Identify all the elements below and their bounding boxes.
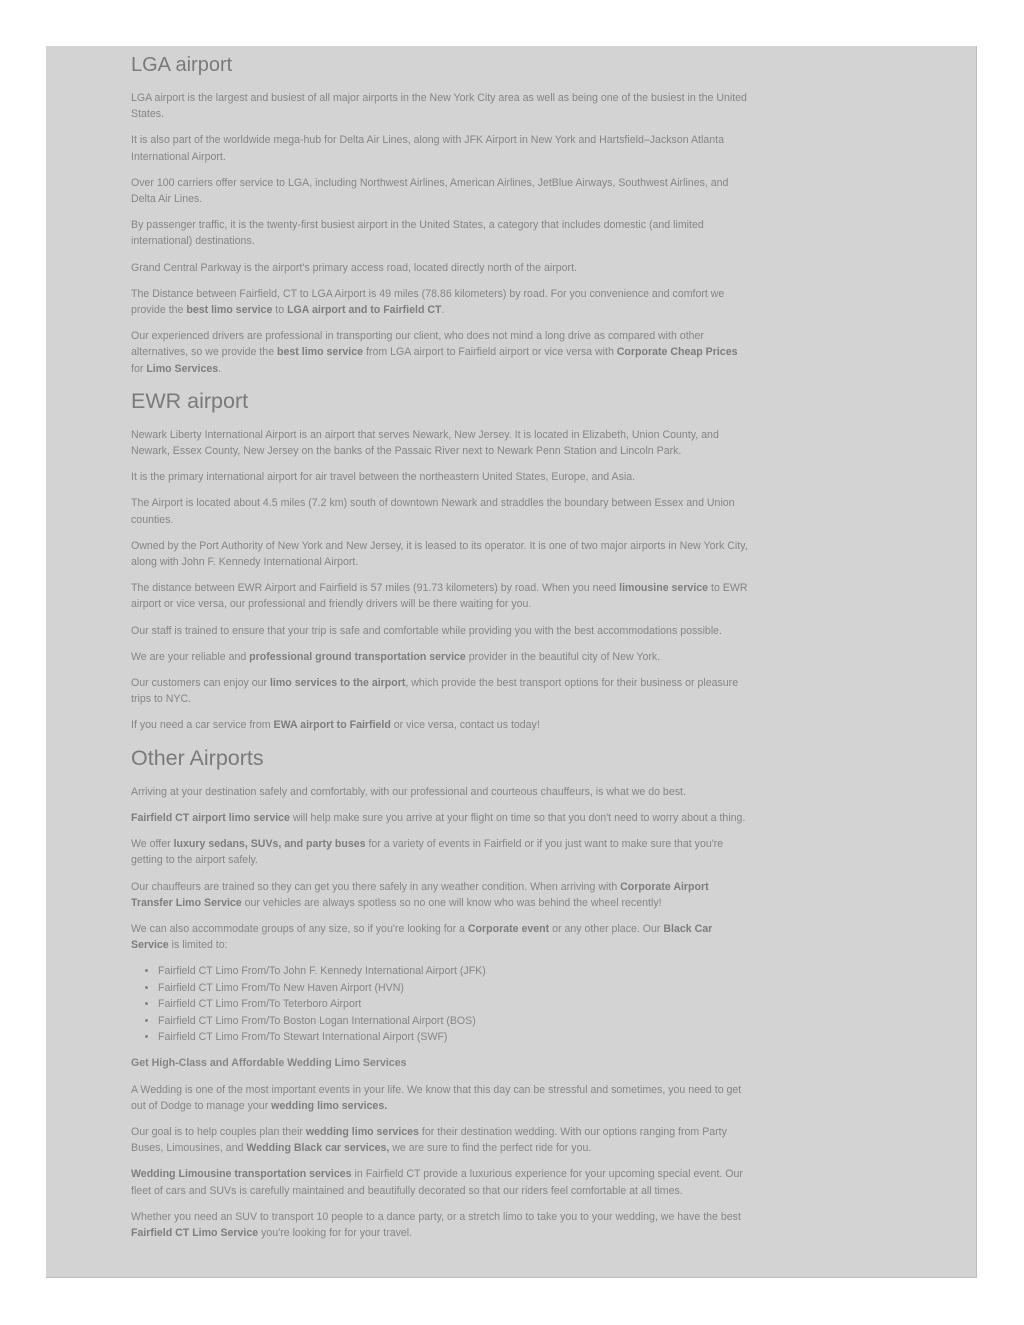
ewr-paragraph: Our staff is trained to ensure that your trip is safe and comfortable while providing you with the best accommodations possible. [131,624,723,637]
best-limo-service-text: best limo service [186,304,273,317]
wedding-paragraph: Whether you need an SUV to transport 10 people to a dance party, or a stretch limo to take you to your wedding, we have the best Fairfield CT Limo Service you're looking for for your travel. [131,1210,741,1239]
list-item: • Fairfield CT Limo From/To John F. Kennedy International Airport (JFK) [158,963,751,979]
limo-services-airport-text: limo services to the airport [269,677,406,690]
lga-paragraph: Grand Central Parkway is the airport's primary access road, located directly north of the airport. [131,261,577,274]
best-limo-service-text: best limo service [277,346,364,359]
ground-transportation-text: professional ground transportation service [249,650,466,663]
lga-paragraph: By passenger traffic, it is the twenty-first busiest airport in the United States, a category that includes domestic (and limited international) destinations. [131,219,704,248]
corporate-cheap-prices-text: Corporate Cheap Prices [616,346,738,359]
list-item: • Fairfield CT Limo From/To Teterboro Airport [158,996,751,1012]
other-airports-heading: Other Airports [131,745,264,770]
limousine-service-text: limousine service [619,582,709,595]
corporate-event-text: Corporate event [467,922,550,935]
other-paragraph: Arriving at your destination safely and comfortably, with our professional and courteous chauffeurs, is what we do best. [131,785,686,798]
airport-list [131,963,751,1045]
fairfield-limo-service-text: Fairfield CT Limo Service [131,1226,259,1239]
other-paragraph: We can also accommodate groups of any size, so if you're looking for a Corporate event or any other place. Our Black Car Service is limited to: [131,922,713,952]
black-car-service-text: Black Car Service [131,922,713,952]
lga-paragraph: It is also part of the worldwide mega-hub for Delta Air Lines, along with JFK Airport in New York and Hartsfield–Jackson Atlanta International Airport. [131,134,724,163]
ewa-fairfield-text: EWA airport to Fairfield [273,719,391,732]
lga-paragraph: Over 100 carriers offer service to LGA, including Northwest Airlines, American Airlines, JetBlue Airways, Southwest Airlines, and Delta Air Lines. [131,176,729,206]
wedding-limousine-text: Wedding Limousine transportation services [131,1168,352,1181]
ewr-heading: EWR airport [131,388,249,413]
luxury-vehicles-text: luxury sedans, SUVs, and party buses [173,838,366,851]
wedding-paragraph: Our goal is to help couples plan their wedding limo services for their destination wedding. With our options ranging from Party Buses, Limousines, and Wedding Black car services, we are sure to find the perfect ride for you. [131,1125,727,1155]
lga-paragraph: LGA airport is the largest and busiest of all major airports in the New York City area as well as being one of the busiest in the United States. [131,92,747,121]
other-paragraph: Fairfield CT airport limo service will help make sure you arrive at your flight on time so that you don't need to worry about a thing. [131,811,746,824]
other-paragraph: We offer luxury sedans, SUVs, and party buses for a variety of events in Fairfield or if you just want to make sure that you're getting to the airport safely. [131,838,724,867]
list-item: • Fairfield CT Limo From/To Boston Logan International Airport (BOS) [158,1013,751,1029]
limo-services-text: Limo Services [146,362,219,375]
ewr-customers-paragraph: Our customers can enjoy our limo services to the airport, which provide the best transport options for their business or pleasure trips to NYC. [131,677,739,706]
lga-drivers-paragraph: Our experienced drivers are professional in transporting our client, who does not mind a long drive as compared with other alternatives, so we provide the best limo service from LGA airport to Fairfield airport or vice versa with Corporate Cheap Prices for Limo Services. [131,330,738,375]
wedding-black-car-text: Wedding Black car services, [246,1142,390,1155]
lga-distance-paragraph: The Distance between Fairfield, CT to LGA Airport is 49 miles (78.86 kilometers) by road. For you convenience and comfort we provide the best limo service to LGA airport and to Fairfield CT. [131,287,725,317]
list-item: • Fairfield CT Limo From/To New Haven Airport (HVN) [158,980,751,996]
ewr-paragraph: It is the primary international airport for air travel between the northeastern United States, Europe, and Asia. [131,471,636,484]
wedding-subheading: Get High-Class and Affordable Wedding Limo Services [131,1057,407,1070]
lga-heading: LGA airport [131,54,233,76]
wedding-limo-services-text: wedding limo services [305,1125,419,1138]
ewr-paragraph: Newark Liberty International Airport is an airport that serves Newark, New Jersey. It is located in Elizabeth, Union County, and Newark, Essex County, New Jersey on the banks of the Passaic River next to Newark Penn Station and Lincoln Park. [131,428,719,458]
ewr-reliable-paragraph: We are your reliable and professional ground transportation service provider in the beautiful city of New York. [131,650,661,663]
ewr-contact-paragraph: If you need a car service from EWA airport to Fairfield or vice versa, contact us today! [131,719,540,732]
ewr-paragraph: Owned by the Port Authority of New York and New Jersey, it is leased to its operator. It is one of two major airports in New York City, along with John F. Kennedy International Airport. [131,539,748,569]
document-page [46,46,977,1278]
ewr-paragraph: The Airport is located about 4.5 miles (7.2 km) south of downtown Newark and straddles the boundary between Essex and Union counties. [131,497,735,526]
wedding-limo-services-text: wedding limo services. [271,1099,388,1112]
ewr-distance-paragraph: The distance between EWR Airport and Fairfield is 57 miles (91.73 kilometers) by road. When you need limousine service to EWR airport or vice versa, our professional and friendly drivers will be there waiting for you. [131,582,748,611]
airport-limo-service-text: Fairfield CT airport limo service [131,811,290,824]
wedding-paragraph: A Wedding is one of the most important events in your life. We know that this day can be stressful and sometimes, you need to get out of Dodge to manage your wedding limo services. [131,1083,742,1112]
corporate-transfer-text: Corporate Airport Transfer Limo Service [131,880,709,909]
article-content [131,52,751,1251]
lga-fairfield-text: LGA airport and to Fairfield CT [287,304,442,317]
other-paragraph: Our chauffeurs are trained so they can get you there safely in any weather condition. When arriving with Corporate Airport Transfer Limo Service our vehicles are always spotless so no one will know who was behind the wheel recently! [131,880,709,909]
wedding-paragraph: Wedding Limousine transportation services in Fairfield CT provide a luxurious experience for your upcoming special event. Our fleet of cars and SUVs is carefully maintained and beautifully decorated so that our riders feel comfortable at all times. [131,1168,743,1197]
list-item: • Fairfield CT Limo From/To Stewart International Airport (SWF) [158,1029,751,1045]
